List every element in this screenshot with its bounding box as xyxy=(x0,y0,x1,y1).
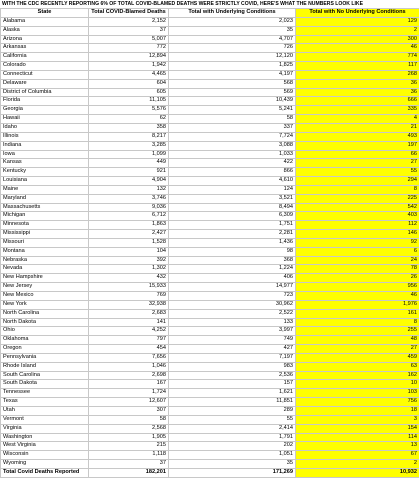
no-underlying-conditions-cell: 161 xyxy=(296,309,419,318)
total-deaths-cell: 3,746 xyxy=(89,194,169,203)
state-cell: Wyoming xyxy=(1,460,89,469)
state-cell: Rhode Island xyxy=(1,362,89,371)
state-cell: Vermont xyxy=(1,415,89,424)
total-deaths-cell: 2,698 xyxy=(89,371,169,380)
no-underlying-conditions-cell: 48 xyxy=(296,336,419,345)
total-deaths-cell: 604 xyxy=(89,79,169,88)
no-underlying-conditions-cell: 112 xyxy=(296,221,419,230)
total-deaths-cell: 6,712 xyxy=(89,212,169,221)
state-cell: Arkansas xyxy=(1,44,89,53)
underlying-conditions-cell: 3,997 xyxy=(169,327,296,336)
no-underlying-conditions-cell: 300 xyxy=(296,35,419,44)
no-underlying-conditions-cell: 13 xyxy=(296,442,419,451)
total-deaths-cell: 1,905 xyxy=(89,433,169,442)
underlying-conditions-cell: 1,224 xyxy=(169,265,296,274)
underlying-conditions-cell: 983 xyxy=(169,362,296,371)
table-row xyxy=(1,168,419,177)
table-row xyxy=(1,123,419,132)
underlying-conditions-cell: 2,522 xyxy=(169,309,296,318)
underlying-conditions-cell: 11,851 xyxy=(169,398,296,407)
header-row xyxy=(1,9,419,18)
state-cell: Mississippi xyxy=(1,230,89,239)
table-row xyxy=(1,150,419,159)
table-row xyxy=(1,70,419,79)
underlying-conditions-cell: 568 xyxy=(169,79,296,88)
table-row xyxy=(1,194,419,203)
no-underlying-conditions-cell: 10 xyxy=(296,380,419,389)
table-row xyxy=(1,132,419,141)
total-deaths-cell: 1,302 xyxy=(89,265,169,274)
state-cell: New Jersey xyxy=(1,283,89,292)
state-cell: Nevada xyxy=(1,265,89,274)
underlying-conditions-cell: 1,751 xyxy=(169,221,296,230)
total-deaths-cell: 5,576 xyxy=(89,106,169,115)
state-cell: Washington xyxy=(1,433,89,442)
no-underlying-conditions-cell: 6 xyxy=(296,247,419,256)
total-deaths-cell: 8,217 xyxy=(89,132,169,141)
state-cell: Pennsylvania xyxy=(1,353,89,362)
no-underlying-conditions-cell: 459 xyxy=(296,353,419,362)
state-cell: North Dakota xyxy=(1,318,89,327)
no-underlying-conditions-cell: 1,976 xyxy=(296,300,419,309)
underlying-conditions-cell: 289 xyxy=(169,406,296,415)
total-deaths-cell: 15,933 xyxy=(89,283,169,292)
state-cell: Delaware xyxy=(1,79,89,88)
total-deaths-cell: 1,099 xyxy=(89,150,169,159)
table-row xyxy=(1,451,419,460)
table-row xyxy=(1,424,419,433)
table-row xyxy=(1,203,419,212)
total-deaths-cell: 1,863 xyxy=(89,221,169,230)
state-cell: Georgia xyxy=(1,106,89,115)
no-underlying-conditions-cell: 114 xyxy=(296,433,419,442)
table-row xyxy=(1,106,419,115)
table-row xyxy=(1,247,419,256)
no-underlying-conditions-cell: 92 xyxy=(296,238,419,247)
underlying-conditions-cell: 1,825 xyxy=(169,62,296,71)
table-row xyxy=(1,17,419,26)
total-deaths-cell: 4,465 xyxy=(89,70,169,79)
total-deaths-cell: 772 xyxy=(89,44,169,53)
no-underlying-conditions-cell: 268 xyxy=(296,70,419,79)
underlying-conditions-cell: 2,536 xyxy=(169,371,296,380)
total-deaths-cell: 62 xyxy=(89,115,169,124)
table-row xyxy=(1,292,419,301)
state-cell: West Virginia xyxy=(1,442,89,451)
total-deaths-cell: 358 xyxy=(89,123,169,132)
total-deaths-cell: 921 xyxy=(89,168,169,177)
table-row xyxy=(1,371,419,380)
state-cell: Maine xyxy=(1,185,89,194)
no-underlying-conditions-cell: 2 xyxy=(296,460,419,469)
no-underlying-conditions-cell: 255 xyxy=(296,327,419,336)
state-cell: New York xyxy=(1,300,89,309)
underlying-conditions-cell: 569 xyxy=(169,88,296,97)
no-underlying-conditions-cell: 294 xyxy=(296,177,419,186)
total-deaths-cell: 3,285 xyxy=(89,141,169,150)
state-cell: Maryland xyxy=(1,194,89,203)
table-row xyxy=(1,433,419,442)
underlying-conditions-cell: 3,088 xyxy=(169,141,296,150)
no-underlying-conditions-cell: 335 xyxy=(296,106,419,115)
total-deaths-cell: 1,046 xyxy=(89,362,169,371)
table-row xyxy=(1,442,419,451)
table-row xyxy=(1,185,419,194)
table-body xyxy=(1,17,419,477)
total-deaths-cell: 11,105 xyxy=(89,97,169,106)
total-deaths-cell: 167 xyxy=(89,380,169,389)
no-underlying-conditions-cell: 403 xyxy=(296,212,419,221)
no-underlying-conditions-cell: 129 xyxy=(296,17,419,26)
total-deaths-cell: 182,201 xyxy=(89,468,169,477)
table-row xyxy=(1,283,419,292)
total-deaths-cell: 5,007 xyxy=(89,35,169,44)
underlying-conditions-cell: 10,439 xyxy=(169,97,296,106)
underlying-conditions-cell: 30,962 xyxy=(169,300,296,309)
state-cell: Kentucky xyxy=(1,168,89,177)
state-cell: Missouri xyxy=(1,238,89,247)
table-row xyxy=(1,35,419,44)
table-row xyxy=(1,318,419,327)
underlying-conditions-cell: 4,707 xyxy=(169,35,296,44)
state-cell: New Hampshire xyxy=(1,274,89,283)
no-underlying-conditions-cell: 956 xyxy=(296,283,419,292)
header-no-underlying-conditions: Total with No Underlying Conditions xyxy=(296,9,419,18)
underlying-conditions-cell: 6,309 xyxy=(169,212,296,221)
no-underlying-conditions-cell: 3 xyxy=(296,415,419,424)
total-deaths-cell: 37 xyxy=(89,26,169,35)
total-deaths-cell: 141 xyxy=(89,318,169,327)
state-cell: North Carolina xyxy=(1,309,89,318)
total-deaths-cell: 4,252 xyxy=(89,327,169,336)
total-deaths-cell: 454 xyxy=(89,345,169,354)
underlying-conditions-cell: 2,281 xyxy=(169,230,296,239)
no-underlying-conditions-cell: 21 xyxy=(296,123,419,132)
table-row xyxy=(1,221,419,230)
no-underlying-conditions-cell: 10,932 xyxy=(296,468,419,477)
total-deaths-cell: 797 xyxy=(89,336,169,345)
total-deaths-cell: 9,036 xyxy=(89,203,169,212)
state-cell: Tennessee xyxy=(1,389,89,398)
underlying-conditions-cell: 124 xyxy=(169,185,296,194)
underlying-conditions-cell: 7,197 xyxy=(169,353,296,362)
table-row xyxy=(1,406,419,415)
state-cell: South Carolina xyxy=(1,371,89,380)
no-underlying-conditions-cell: 46 xyxy=(296,292,419,301)
no-underlying-conditions-cell: 66 xyxy=(296,150,419,159)
total-deaths-cell: 104 xyxy=(89,247,169,256)
table-row xyxy=(1,398,419,407)
underlying-conditions-cell: 202 xyxy=(169,442,296,451)
no-underlying-conditions-cell: 78 xyxy=(296,265,419,274)
state-cell: Total Covid Deaths Reported xyxy=(1,468,89,477)
total-deaths-cell: 605 xyxy=(89,88,169,97)
underlying-conditions-cell: 157 xyxy=(169,380,296,389)
table-row xyxy=(1,44,419,53)
header-total-deaths: Total COVID-Blamed Deaths xyxy=(89,9,169,18)
total-deaths-cell: 215 xyxy=(89,442,169,451)
underlying-conditions-cell: 1,436 xyxy=(169,238,296,247)
state-cell: Ohio xyxy=(1,327,89,336)
table-row xyxy=(1,79,419,88)
no-underlying-conditions-cell: 666 xyxy=(296,97,419,106)
table-row xyxy=(1,256,419,265)
total-deaths-cell: 392 xyxy=(89,256,169,265)
total-deaths-cell: 4,904 xyxy=(89,177,169,186)
state-cell: Indiana xyxy=(1,141,89,150)
underlying-conditions-cell: 1,791 xyxy=(169,433,296,442)
underlying-conditions-cell: 3,521 xyxy=(169,194,296,203)
total-deaths-cell: 1,118 xyxy=(89,451,169,460)
state-cell: New Mexico xyxy=(1,292,89,301)
table-row xyxy=(1,380,419,389)
state-cell: Minnesota xyxy=(1,221,89,230)
state-cell: Connecticut xyxy=(1,70,89,79)
table-row xyxy=(1,230,419,239)
table-row xyxy=(1,62,419,71)
no-underlying-conditions-cell: 46 xyxy=(296,44,419,53)
underlying-conditions-cell: 2,414 xyxy=(169,424,296,433)
underlying-conditions-cell: 866 xyxy=(169,168,296,177)
total-deaths-cell: 12,607 xyxy=(89,398,169,407)
state-cell: Michigan xyxy=(1,212,89,221)
state-cell: Illinois xyxy=(1,132,89,141)
underlying-conditions-cell: 4,197 xyxy=(169,70,296,79)
underlying-conditions-cell: 337 xyxy=(169,123,296,132)
table-row xyxy=(1,141,419,150)
no-underlying-conditions-cell: 55 xyxy=(296,168,419,177)
no-underlying-conditions-cell: 24 xyxy=(296,256,419,265)
no-underlying-conditions-cell: 225 xyxy=(296,194,419,203)
no-underlying-conditions-cell: 26 xyxy=(296,274,419,283)
no-underlying-conditions-cell: 27 xyxy=(296,159,419,168)
underlying-conditions-cell: 171,269 xyxy=(169,468,296,477)
underlying-conditions-cell: 5,241 xyxy=(169,106,296,115)
table-row xyxy=(1,389,419,398)
state-cell: Colorado xyxy=(1,62,89,71)
no-underlying-conditions-cell: 36 xyxy=(296,88,419,97)
underlying-conditions-cell: 723 xyxy=(169,292,296,301)
total-deaths-cell: 37 xyxy=(89,460,169,469)
table-row xyxy=(1,115,419,124)
state-cell: Oklahoma xyxy=(1,336,89,345)
total-deaths-cell: 2,568 xyxy=(89,424,169,433)
state-cell: Louisiana xyxy=(1,177,89,186)
underlying-conditions-cell: 55 xyxy=(169,415,296,424)
no-underlying-conditions-cell: 36 xyxy=(296,79,419,88)
state-cell: Massachusetts xyxy=(1,203,89,212)
state-cell: Oregon xyxy=(1,345,89,354)
table-row xyxy=(1,53,419,62)
state-cell: Hawaii xyxy=(1,115,89,124)
underlying-conditions-cell: 406 xyxy=(169,274,296,283)
table-row xyxy=(1,159,419,168)
state-cell: California xyxy=(1,53,89,62)
underlying-conditions-cell: 8,494 xyxy=(169,203,296,212)
total-deaths-cell: 58 xyxy=(89,415,169,424)
underlying-conditions-cell: 35 xyxy=(169,460,296,469)
total-deaths-cell: 2,683 xyxy=(89,309,169,318)
total-deaths-cell: 449 xyxy=(89,159,169,168)
table-row xyxy=(1,309,419,318)
state-cell: Iowa xyxy=(1,150,89,159)
underlying-conditions-cell: 749 xyxy=(169,336,296,345)
table-row xyxy=(1,274,419,283)
state-cell: South Dakota xyxy=(1,380,89,389)
table-row xyxy=(1,460,419,469)
table-row xyxy=(1,212,419,221)
state-cell: Virginia xyxy=(1,424,89,433)
no-underlying-conditions-cell: 542 xyxy=(296,203,419,212)
underlying-conditions-cell: 1,621 xyxy=(169,389,296,398)
no-underlying-conditions-cell: 27 xyxy=(296,345,419,354)
no-underlying-conditions-cell: 18 xyxy=(296,406,419,415)
total-deaths-cell: 7,656 xyxy=(89,353,169,362)
no-underlying-conditions-cell: 146 xyxy=(296,230,419,239)
no-underlying-conditions-cell: 774 xyxy=(296,53,419,62)
total-deaths-cell: 1,942 xyxy=(89,62,169,71)
no-underlying-conditions-cell: 2 xyxy=(296,26,419,35)
table-row xyxy=(1,353,419,362)
underlying-conditions-cell: 7,724 xyxy=(169,132,296,141)
underlying-conditions-cell: 12,120 xyxy=(169,53,296,62)
covid-deaths-table xyxy=(0,8,419,478)
no-underlying-conditions-cell: 8 xyxy=(296,318,419,327)
header-state: State xyxy=(1,9,89,18)
sheet-title: WITH THE CDC RECENTLY REPORTING 6% OF TOTAL COVID-BLAMED DEATHS WERE STRICTLY COVID, HERE'S WHAT THE NUMBERS LOOK LIKE xyxy=(2,1,363,7)
underlying-conditions-cell: 1,033 xyxy=(169,150,296,159)
total-deaths-cell: 2,152 xyxy=(89,17,169,26)
state-cell: Arizona xyxy=(1,35,89,44)
underlying-conditions-cell: 14,977 xyxy=(169,283,296,292)
table-row xyxy=(1,362,419,371)
no-underlying-conditions-cell: 117 xyxy=(296,62,419,71)
total-deaths-cell: 307 xyxy=(89,406,169,415)
state-cell: Montana xyxy=(1,247,89,256)
no-underlying-conditions-cell: 197 xyxy=(296,141,419,150)
total-row xyxy=(1,468,419,477)
underlying-conditions-cell: 4,610 xyxy=(169,177,296,186)
header-underlying-conditions: Total with Underlying Conditions xyxy=(169,9,296,18)
no-underlying-conditions-cell: 756 xyxy=(296,398,419,407)
no-underlying-conditions-cell: 63 xyxy=(296,362,419,371)
no-underlying-conditions-cell: 67 xyxy=(296,451,419,460)
table-row xyxy=(1,345,419,354)
total-deaths-cell: 432 xyxy=(89,274,169,283)
table-row xyxy=(1,265,419,274)
underlying-conditions-cell: 133 xyxy=(169,318,296,327)
state-cell: Idaho xyxy=(1,123,89,132)
state-cell: Texas xyxy=(1,398,89,407)
state-cell: Florida xyxy=(1,97,89,106)
table-row xyxy=(1,300,419,309)
no-underlying-conditions-cell: 493 xyxy=(296,132,419,141)
state-cell: Alabama xyxy=(1,17,89,26)
table-row xyxy=(1,336,419,345)
state-cell: District of Columbia xyxy=(1,88,89,97)
table-row xyxy=(1,177,419,186)
table-row xyxy=(1,415,419,424)
total-deaths-cell: 32,938 xyxy=(89,300,169,309)
table-row xyxy=(1,327,419,336)
underlying-conditions-cell: 726 xyxy=(169,44,296,53)
underlying-conditions-cell: 98 xyxy=(169,247,296,256)
total-deaths-cell: 2,427 xyxy=(89,230,169,239)
table-row xyxy=(1,238,419,247)
total-deaths-cell: 1,724 xyxy=(89,389,169,398)
table-row xyxy=(1,26,419,35)
total-deaths-cell: 132 xyxy=(89,185,169,194)
state-cell: Alaska xyxy=(1,26,89,35)
state-cell: Wisconsin xyxy=(1,451,89,460)
underlying-conditions-cell: 2,023 xyxy=(169,17,296,26)
state-cell: Utah xyxy=(1,406,89,415)
state-cell: Kansas xyxy=(1,159,89,168)
total-deaths-cell: 1,528 xyxy=(89,238,169,247)
no-underlying-conditions-cell: 4 xyxy=(296,115,419,124)
underlying-conditions-cell: 58 xyxy=(169,115,296,124)
state-cell: Nebraska xyxy=(1,256,89,265)
no-underlying-conditions-cell: 154 xyxy=(296,424,419,433)
no-underlying-conditions-cell: 8 xyxy=(296,185,419,194)
underlying-conditions-cell: 368 xyxy=(169,256,296,265)
total-deaths-cell: 12,894 xyxy=(89,53,169,62)
no-underlying-conditions-cell: 103 xyxy=(296,389,419,398)
total-deaths-cell: 769 xyxy=(89,292,169,301)
no-underlying-conditions-cell: 162 xyxy=(296,371,419,380)
underlying-conditions-cell: 427 xyxy=(169,345,296,354)
table-row xyxy=(1,88,419,97)
underlying-conditions-cell: 1,051 xyxy=(169,451,296,460)
table-row xyxy=(1,97,419,106)
underlying-conditions-cell: 35 xyxy=(169,26,296,35)
underlying-conditions-cell: 422 xyxy=(169,159,296,168)
